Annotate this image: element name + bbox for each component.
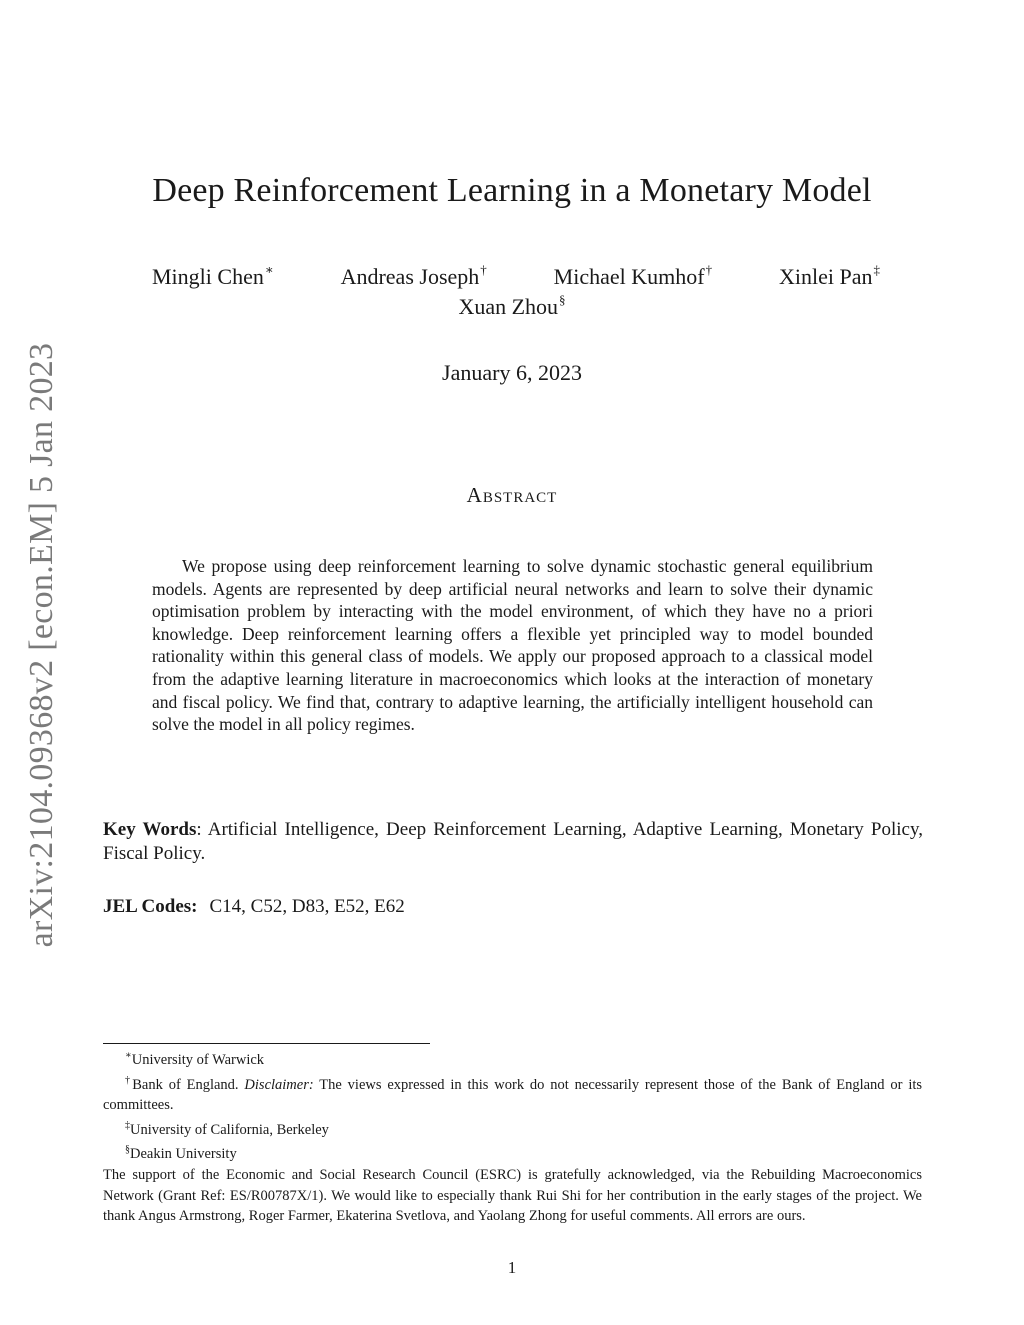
author-5: Xuan Zhou§ [458,292,566,319]
footnotes [103,1046,922,1227]
jel-codes [103,896,405,918]
author-3-mark: † [705,262,713,277]
footnote-2: †Bank of England. Disclaimer: The views expressed in this work do not necessarily represent those of the Bank of England or its committees. [103,1074,923,1114]
author-2: Andreas Joseph† [340,262,487,289]
acknowledgement: The support of the Economic and Social Research Council (ESRC) is gratefully acknowledged, via the Rebuilding Macroeconomics Network (Grant Ref: ES/R00787X/1). We would like to especially thank Rui Shi for her contribution in the early stages of the project. We thank Angus Armstrong, Roger Farmer, Ekaterina Svetlova, and Yaolang Zhong for useful comments. All errors are ours. [103,1166,922,1225]
author-5-mark: § [559,292,566,307]
keywords [103,818,923,866]
footnote-4: §Deakin University [125,1144,237,1163]
footnote-3: ‡University of California, Berkeley [125,1119,329,1138]
keywords-list: : Artificial Intelligence, Deep Reinforcement Learning, Adaptive Learning, Monetary Policy, Fiscal Policy. [103,819,924,864]
page-number: 1 [507,1258,517,1277]
publication-date: January 6, 2023 [442,360,582,385]
arxiv-identifier-stamp: arXiv:2104.09368v2 [econ.EM] 5 Jan 2023 [23,342,60,948]
abstract-heading: Abstract [466,483,558,507]
keywords-label: Key Words [103,819,197,840]
footnote-1: ∗University of Warwick [125,1050,265,1068]
footnote-divider [103,1043,430,1044]
abstract-text: We propose using deep reinforcement learning to solve dynamic stochastic general equilibrium models. Agents are represented by deep artificial neural networks and learn to solve their dynamic optimisation problem by interacting with the model environment, of which they have no a priori knowledge. Deep reinforcement learning offers a flexible yet principled way to model bounded rationality within this general class of models. We apply our proposed approach to a classical model from the adaptive learning literature in macroeconomics which looks at the interaction of monetary and fiscal policy. We find that, contrary to adaptive learning, the artificially intelligent household can solve the model in all policy regimes. [152,556,873,735]
author-list-second-row [0,292,1024,320]
author-list [152,262,880,290]
jel-label: JEL Codes: [103,896,198,917]
author-1: Mingli Chen∗ [152,262,274,289]
author-1-mark: ∗ [264,262,274,277]
author-4-mark: ‡ [873,262,880,277]
author-3: Michael Kumhof† [553,262,713,289]
jel-codes-list: C14, C52, D83, E52, E62 [209,896,405,917]
author-4: Xinlei Pan‡ [778,262,880,289]
paper-title: Deep Reinforcement Learning in a Monetary Model [152,172,872,209]
author-2-mark: † [480,262,487,277]
